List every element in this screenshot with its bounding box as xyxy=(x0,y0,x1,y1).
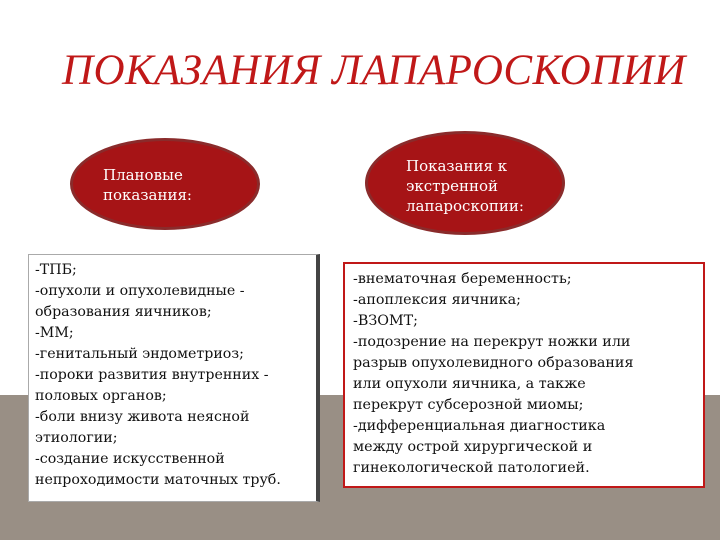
list-item: -опухоли и опухолевидные - xyxy=(35,283,245,299)
list-item: -пороки развития внутренних - xyxy=(35,367,269,383)
planned-indications-ellipse xyxy=(70,138,260,230)
emergency-indications-ellipse xyxy=(365,131,565,235)
list-item: -генитальный эндометриоз; xyxy=(35,346,244,362)
list-item: образования яичников; xyxy=(35,304,212,320)
emergency-indications-label xyxy=(406,156,524,216)
list-item: -боли внизу живота неясной xyxy=(35,409,250,425)
list-item: -ММ; xyxy=(35,325,74,341)
list-item: -подозрение на перекрут ножки или xyxy=(353,334,631,350)
ellipse-line: лапароскопии: xyxy=(406,197,524,215)
list-item: непроходимости маточных труб. xyxy=(35,472,281,488)
list-item: разрыв опухолевидного образования xyxy=(353,355,634,371)
ellipse-line: экстренной xyxy=(406,177,498,195)
list-item: половых органов; xyxy=(35,388,167,404)
planned-indications-label xyxy=(103,165,192,205)
list-item: или опухоли яичника, а также xyxy=(353,376,586,392)
list-item: -ВЗОМТ; xyxy=(353,313,418,329)
ellipse-line: Плановые xyxy=(103,166,183,184)
ellipse-line: Показания к xyxy=(406,157,508,175)
list-item: -дифференциальная диагностика xyxy=(353,418,606,434)
list-item: гинекологической патологией. xyxy=(353,460,590,476)
list-item: перекрут субсерозной миомы; xyxy=(353,397,584,413)
ellipse-line: показания: xyxy=(103,186,192,204)
list-item: -внематочная беременность; xyxy=(353,271,572,287)
planned-indications-list xyxy=(28,254,320,502)
emergency-indications-list xyxy=(343,262,705,488)
list-item: -апоплексия яичника; xyxy=(353,292,521,308)
list-item: этиологии; xyxy=(35,430,118,446)
list-item: -ТПБ; xyxy=(35,262,77,278)
slide-title: ПОКАЗАНИЯ ЛАПАРОСКОПИИ xyxy=(62,47,686,94)
list-item: -создание искусственной xyxy=(35,451,225,467)
list-item: между острой хирургической и xyxy=(353,439,593,455)
